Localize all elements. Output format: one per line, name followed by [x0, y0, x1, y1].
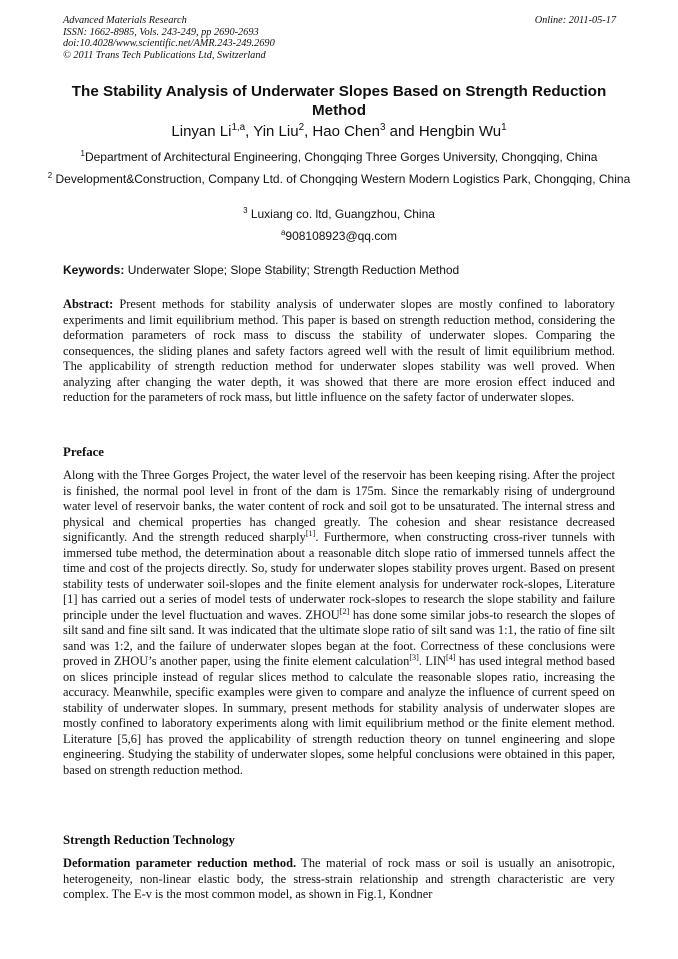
email [40, 228, 638, 244]
author-name: Yin Liu [253, 123, 299, 140]
affiliation-sup: 2 [47, 171, 53, 181]
strength-reduction-body [63, 856, 615, 903]
affiliation [40, 149, 638, 165]
online-date: Online: 2011-05-17 [534, 15, 616, 26]
author-sup: 3 [379, 122, 386, 134]
reference-marker: [3] [409, 653, 419, 663]
preface-text: . Furthermore, when constructing cross-river tunnels with immersed tube method, the determination about a reasonable ditch slope ratio of immersed tunnels affect the time and cost of the projects directly. So, study for underwater slopes stability proves urgent. Based on present stability tests of underwater soil-slopes and the finite element analysis for underwater rock-slopes, Literature [1] has carried out a series of model tests of underwater rock-slopes to research the slope stability and failure principle under the level fluctuation and waves. ZHOU [63, 530, 616, 622]
keywords-label: Keywords: [63, 263, 125, 277]
abstract [63, 297, 615, 406]
author-name: Hao Chen [312, 123, 380, 140]
reference-marker: [2] [339, 606, 350, 616]
author-sup: 2 [298, 122, 305, 134]
author-name: Linyan Li [171, 123, 232, 140]
author-list [63, 123, 615, 141]
keywords-text: Underwater Slope; Slope Stability; Strength Reduction Method [127, 263, 460, 277]
affiliation [40, 206, 638, 222]
doi-line: doi:10.4028/www.scientific.net/AMR.243-249.2690 [63, 38, 275, 50]
run-in-heading: Deformation parameter reduction method. [63, 856, 297, 870]
author-separator: and [385, 123, 419, 140]
reference-marker: [4] [446, 653, 456, 663]
preface-body [63, 468, 615, 778]
email-text: 908108923@qq.com [285, 229, 397, 243]
section-heading-strength-reduction: Strength Reduction Technology [63, 833, 235, 847]
reference-marker: [1] [305, 529, 316, 539]
author-sup: 1 [501, 122, 507, 134]
journal-header [63, 15, 275, 61]
affiliation [40, 171, 638, 187]
strength-reduction-text: The material of rock mass or soil is usually an anisotropic, heterogeneity, non-linear elastic body, the stress-strain relationship and strength characteristic are very complex. The E-v is the most common model, as shown in Fig.1, Kondner [63, 856, 615, 901]
abstract-label: Abstract: [63, 297, 114, 311]
email-sup: a [280, 228, 286, 238]
preface-text: Along with the Three Gorges Project, the water level of the reservoir has been keeping rising. After the project is finished, the normal pool level in front of the dam is 175m. Since the remarkably rising of underground water level of reservoir banks, the water content of rock and soil got to be unsaturated. The internal stress and physical and chemical properties has changed greatly. The cohesion and shear resistance decreased significantly. And the strength reduced sharply [63, 468, 615, 544]
abstract-text: Present methods for stability analysis of underwater slopes are mostly confined to laboratory experiments and limit equilibrium method. This paper is based on strength reduction method, considering the deformation parameters of rock mass to discuss the stability of underwater slopes. Comparing the consequences, the sliding planes and safety factors agreed well with the result of limit equilibrium method. The applicability of strength reduction method for underwater slopes stability was well proved. When analyzing after changing the water depth, it was showed that there are more erosion effect induced and reduction for the parameters of rock mass, but little influence on the safety factor of underwater slopes. [63, 297, 615, 404]
journal-name: Advanced Materials Research [63, 15, 187, 26]
copyright-line: © 2011 Trans Tech Publications Ltd, Switzerland [63, 49, 266, 61]
affiliation-text: Development&Construction, Company Ltd. of Chongqing Western Modern Logistics Park, Chongqing, China [55, 172, 631, 186]
section-heading-preface: Preface [63, 445, 104, 459]
author-sup: 1,a [231, 122, 246, 134]
preface-text: . LIN [418, 654, 446, 668]
affiliation-text: Luxiang co. ltd, Guangzhou, China [250, 207, 435, 221]
affiliation-sup: 3 [243, 206, 248, 216]
preface-text: has done some similar jobs-to research the slopes of silt sand and fine silt sand. It was indicated that the ultimate slope ratio of silt sand was 1:1, the ratio of fine silt sand was 1:2, and the failure of underwater slopes began at the foot. Correctness of these conclusions were proved in ZHOU’s another paper, using the finite element calculation [63, 607, 615, 668]
author-name: Hengbin Wu [418, 123, 502, 140]
affiliation-sup: 1 [80, 149, 85, 159]
keywords [63, 263, 615, 278]
author-separator: , [304, 123, 313, 140]
paper-title: The Stability Analysis of Underwater Slopes Based on Strength Reduction Method [71, 83, 607, 119]
preface-text: has used integral method based on slices principle instead of regular slices method to calculate the reasonable slopes ratio, increasing the accuracy. Meanwhile, specific examples were given to compare and analyze the influence of current speed on stability of underwater slopes. In summary, present methods for stability analysis of underwater slopes are mostly confined to laboratory experiments along with limit equilibrium method or the finite element method. Literature [5,6] has proved the applicability of strength reduction theory on tunnel engineering and slope engineering. Studying the stability of underwater slopes, some helpful conclusions were obtained in this paper, based on strength reduction method. [63, 654, 615, 777]
issn-line: ISSN: 1662-8985, Vols. 243-249, pp 2690-2693 [63, 26, 259, 38]
affiliation-text: Department of Architectural Engineering, Chongqing Three Gorges University, Chongqing, China [84, 150, 598, 164]
author-separator: , [245, 123, 254, 140]
